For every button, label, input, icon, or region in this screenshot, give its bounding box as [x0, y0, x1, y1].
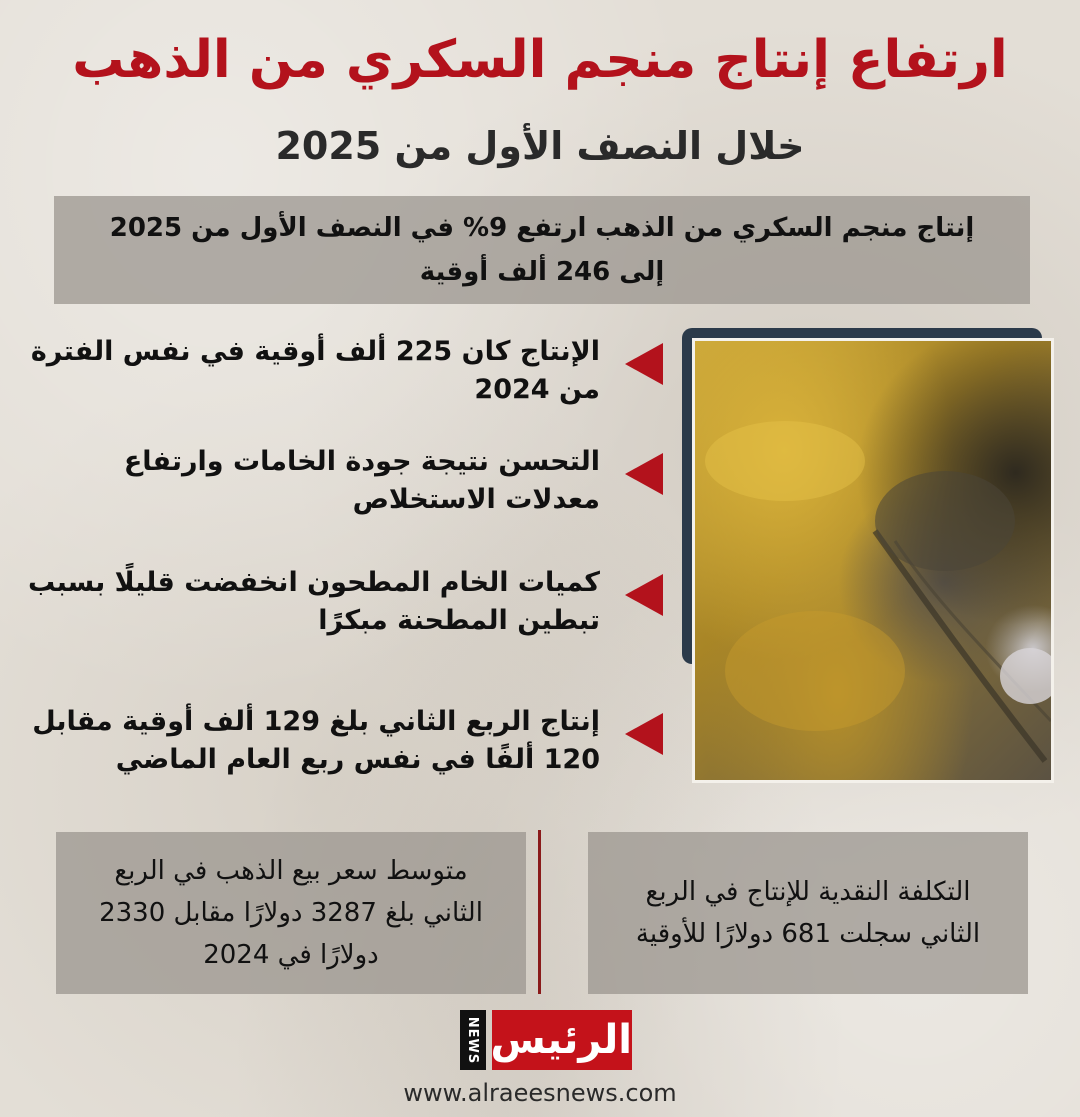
- ore-texture: [695, 341, 1051, 780]
- stats-section: [56, 830, 1028, 994]
- alraees-logo: [460, 1010, 632, 1070]
- stats-divider: [538, 830, 541, 994]
- logo-wordmark: الرئيس: [492, 1010, 632, 1070]
- red-triangle-arrow-icon: [625, 343, 663, 385]
- bullet-item-4: [20, 703, 670, 779]
- red-triangle-arrow-icon: [625, 574, 663, 616]
- website-url: www.alraeesnews.com: [403, 1079, 677, 1107]
- page-subtitle: خلال النصف الأول من 2025: [275, 124, 805, 168]
- bullet-item-3: [20, 564, 670, 640]
- logo-news-tag: [460, 1010, 486, 1070]
- bullet-item-2: [20, 443, 670, 519]
- bullet-text: إنتاج الربع الثاني بلغ 129 ألف أوقية مقابل 120 ألفًا في نفس ربع العام الماضي: [32, 706, 600, 775]
- bullet-item-1: [20, 333, 670, 409]
- cost-stat-text: التكلفة النقدية للإنتاج في الربع الثاني سجلت 681 دولارًا للأوقية: [635, 877, 981, 949]
- logo-news-text: NEWS: [465, 1016, 481, 1064]
- gold-ore-photo: [692, 338, 1054, 783]
- cost-stat-box: [588, 832, 1028, 994]
- bullet-text: الإنتاج كان 225 ألف أوقية في نفس الفترة من 2024: [30, 336, 600, 405]
- red-triangle-arrow-icon: [625, 713, 663, 755]
- bullet-text: التحسن نتيجة جودة الخامات وارتفاع معدلات الاستخلاص: [123, 446, 600, 515]
- price-stat-box: [56, 832, 526, 994]
- red-triangle-arrow-icon: [625, 453, 663, 495]
- lead-text: إنتاج منجم السكري من الذهب ارتفع 9% في النصف الأول من 2025 إلى 246 ألف أوقية: [109, 213, 975, 287]
- lead-box: [54, 196, 1030, 304]
- bullet-text: كميات الخام المطحون انخفضت قليلًا بسبب تبطين المطحنة مبكرًا: [27, 567, 600, 636]
- price-stat-text: متوسط سعر بيع الذهب في الربع الثاني بلغ 3287 دولارًا مقابل 2330 دولارًا في 2024: [99, 856, 483, 970]
- page-title: ارتفاع إنتاج منجم السكري من الذهب: [72, 30, 1008, 90]
